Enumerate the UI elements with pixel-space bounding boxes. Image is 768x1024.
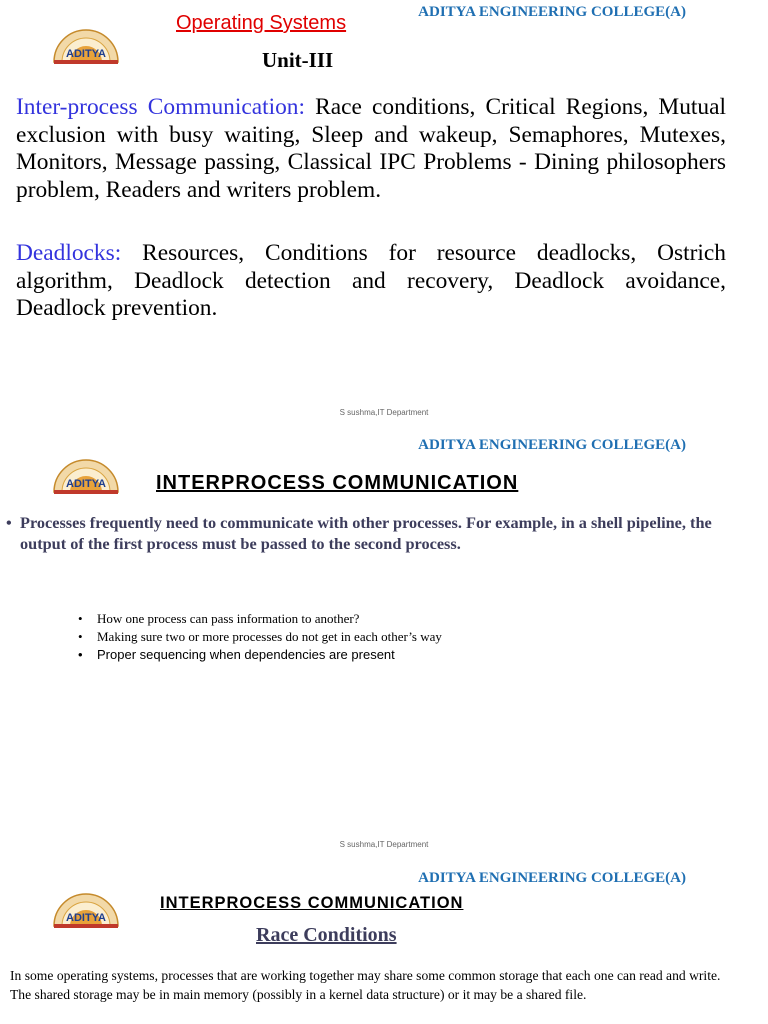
unit-title: Unit-III xyxy=(262,48,334,72)
bullet-icon: • xyxy=(6,513,12,532)
slide-3 xyxy=(0,864,768,1024)
slide-footer: S sushma,IT Department xyxy=(339,408,429,417)
ipc-heading: Inter-process Communication: xyxy=(16,94,305,120)
college-logo-icon xyxy=(50,22,122,66)
list-item: • Making sure two or more processes do not get in each other’s way xyxy=(78,629,442,644)
college-name: ADITYA ENGINEERING COLLEGE(A) xyxy=(418,4,686,20)
section-title: INTERPROCESS COMMUNICATION xyxy=(156,472,519,494)
section-subtitle: Race Conditions xyxy=(256,924,397,946)
college-name: ADITYA ENGINEERING COLLEGE(A) xyxy=(418,437,686,453)
deadlock-topics-paragraph xyxy=(16,240,726,323)
logo-text: ADITYA xyxy=(66,478,106,490)
list-item: • Proper sequencing when dependencies are present xyxy=(78,647,395,662)
list-item: • How one process can pass information to another? xyxy=(78,611,360,626)
subject-title: Operating Systems xyxy=(176,12,347,34)
ipc-topics: Race conditions, Critical Regions, Mutual exclusion with busy waiting, Sleep and wakeup, Semaphores, Mutexes, Monitors, Message passing, Classical IPC Problems - Dining philosophers problem, Readers and writers problem. xyxy=(16,94,726,204)
logo-text: ADITYA xyxy=(66,48,106,60)
ipc-questions-list xyxy=(78,610,442,664)
section-title: INTERPROCESS COMMUNICATION xyxy=(160,894,464,912)
slide-1 xyxy=(0,0,768,432)
college-logo-icon xyxy=(50,886,122,930)
slide-footer: S sushma,IT Department xyxy=(339,840,429,849)
body-paragraph: In some operating systems, processes that are working together may share some common storage that each one can read and write. The shared storage may be in main memory (possibly in a kernel data structure) or it may be a shared file. xyxy=(10,968,721,1002)
logo-text: ADITYA xyxy=(66,912,106,924)
lead-text: Processes frequently need to communicate with other processes. For example, in a shell pipeline, the output of the first process must be passed to the second process. xyxy=(20,513,712,553)
deadlock-topics: Resources, Conditions for resource deadlocks, Ostrich algorithm, Deadlock detection and recovery, Deadlock avoidance, Deadlock prevention. xyxy=(16,240,726,322)
lead-bullet xyxy=(6,512,746,554)
ipc-topics-paragraph xyxy=(16,94,726,205)
bullet-icon: • xyxy=(78,611,83,626)
bullet-icon: • xyxy=(78,629,83,644)
college-name: ADITYA ENGINEERING COLLEGE(A) xyxy=(418,870,686,886)
slide-2 xyxy=(0,432,768,864)
bullet-icon: • xyxy=(78,647,83,662)
college-logo-icon xyxy=(50,452,122,496)
deadlock-heading: Deadlocks: xyxy=(16,240,122,266)
